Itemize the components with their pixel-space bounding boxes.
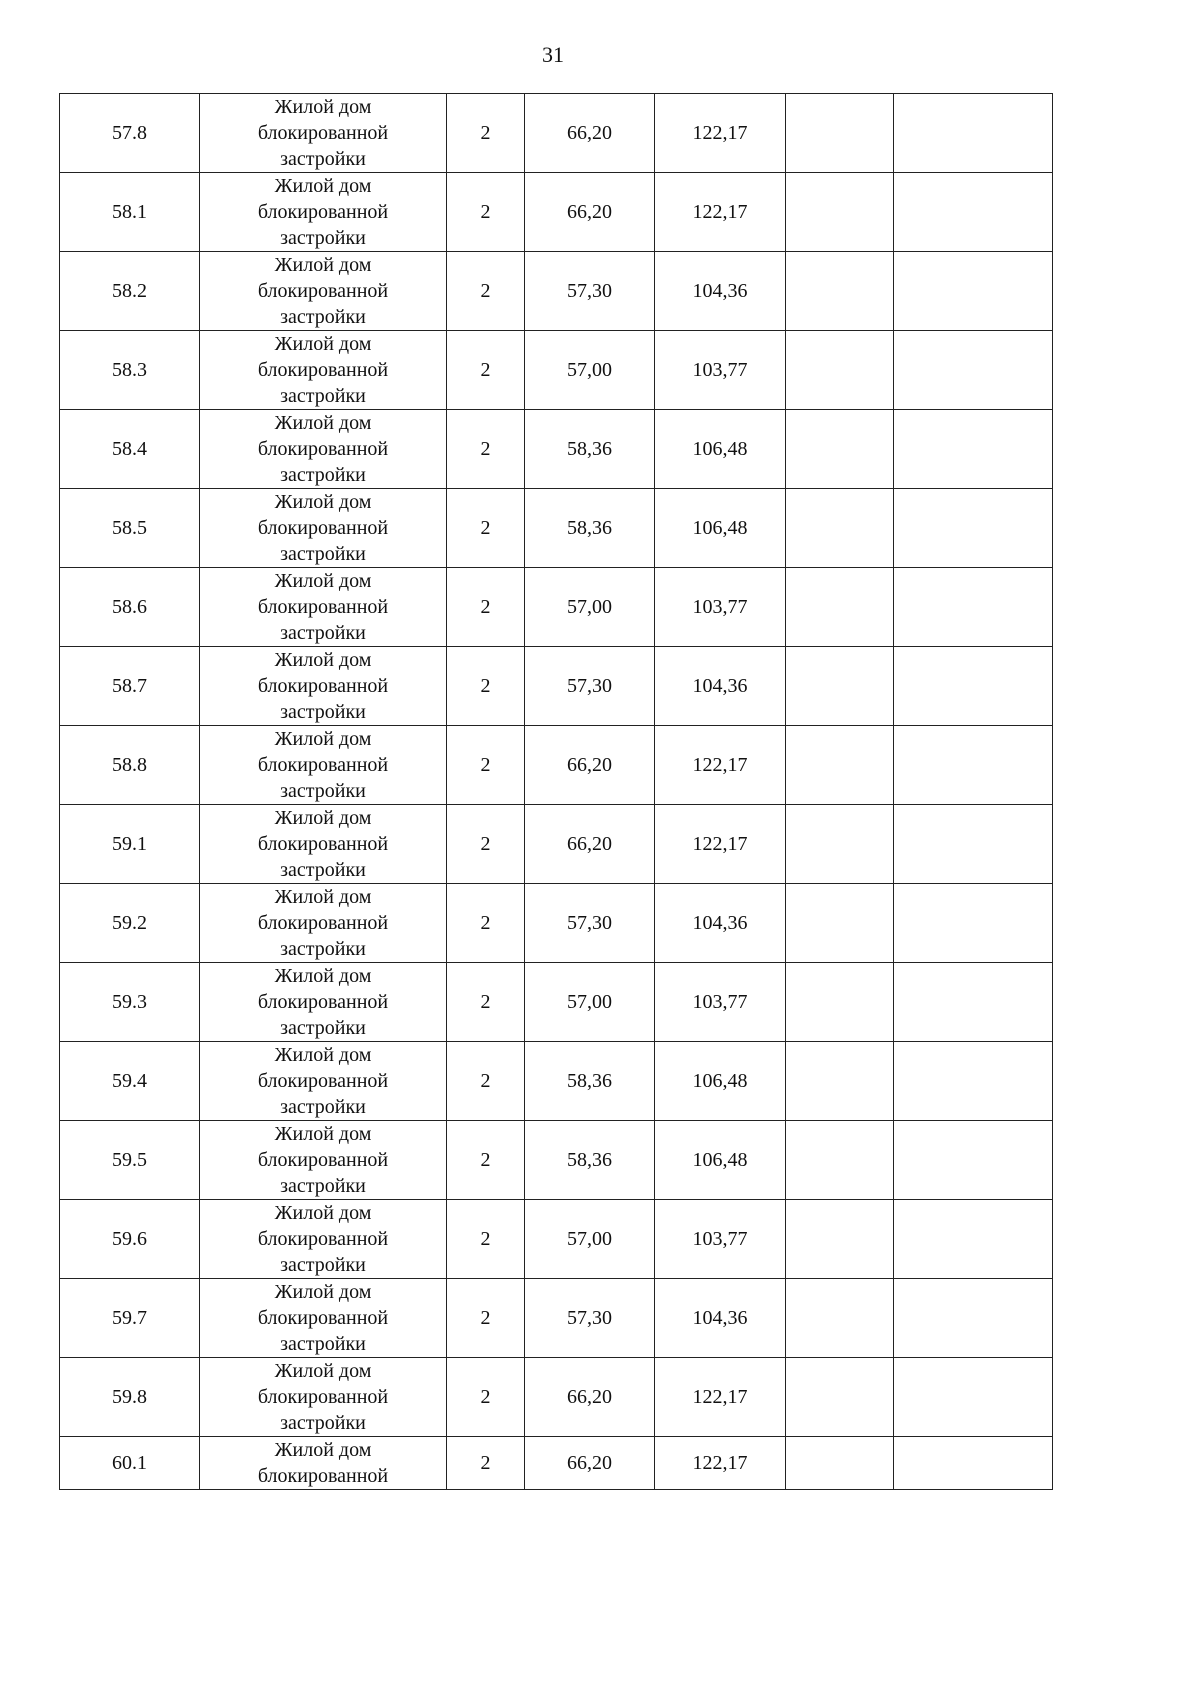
cell-empty-6 bbox=[786, 963, 894, 1042]
cell-empty-7 bbox=[894, 173, 1053, 252]
description-line: Жилой дом bbox=[274, 96, 372, 118]
cell-area-2: 122,17 bbox=[655, 1358, 786, 1437]
cell-area-2: 122,17 bbox=[655, 805, 786, 884]
cell-number: 57.8 bbox=[60, 94, 200, 173]
description-line: блокированной bbox=[257, 1386, 389, 1408]
description-line: застройки bbox=[280, 859, 366, 881]
cell-number: 58.2 bbox=[60, 252, 200, 331]
description-line: блокированной bbox=[257, 517, 389, 539]
cell-number: 58.5 bbox=[60, 489, 200, 568]
table-row bbox=[60, 410, 1053, 489]
table-row bbox=[60, 331, 1053, 410]
cell-empty-7 bbox=[894, 1042, 1053, 1121]
cell-empty-6 bbox=[786, 252, 894, 331]
table-row bbox=[60, 489, 1053, 568]
cell-description bbox=[200, 805, 447, 884]
description-line: блокированной bbox=[257, 438, 389, 460]
cell-floors: 2 bbox=[447, 1279, 525, 1358]
cell-empty-7 bbox=[894, 331, 1053, 410]
description-line: Жилой дом bbox=[274, 886, 372, 908]
description-line: застройки bbox=[280, 306, 366, 328]
table-row bbox=[60, 1279, 1053, 1358]
cell-area-1: 58,36 bbox=[525, 1121, 655, 1200]
cell-empty-6 bbox=[786, 1121, 894, 1200]
cell-empty-6 bbox=[786, 173, 894, 252]
cell-empty-6 bbox=[786, 1358, 894, 1437]
cell-number: 59.2 bbox=[60, 884, 200, 963]
description-line: застройки bbox=[280, 464, 366, 486]
description-line: Жилой дом bbox=[274, 728, 372, 750]
description-line: застройки bbox=[280, 1412, 366, 1434]
description-line: Жилой дом bbox=[274, 1202, 372, 1224]
cell-number: 59.5 bbox=[60, 1121, 200, 1200]
cell-empty-7 bbox=[894, 1121, 1053, 1200]
cell-area-1: 57,00 bbox=[525, 331, 655, 410]
cell-empty-7 bbox=[894, 884, 1053, 963]
description-line: Жилой дом bbox=[274, 1439, 372, 1461]
cell-empty-6 bbox=[786, 331, 894, 410]
cell-area-2: 106,48 bbox=[655, 489, 786, 568]
cell-area-2: 122,17 bbox=[655, 726, 786, 805]
cell-area-1: 66,20 bbox=[525, 726, 655, 805]
cell-area-2: 122,17 bbox=[655, 94, 786, 173]
cell-number: 59.1 bbox=[60, 805, 200, 884]
table-row bbox=[60, 726, 1053, 805]
description-line: блокированной bbox=[257, 833, 389, 855]
description-line: блокированной bbox=[257, 991, 389, 1013]
cell-floors: 2 bbox=[447, 805, 525, 884]
cell-area-2: 106,48 bbox=[655, 1042, 786, 1121]
description-line: Жилой дом bbox=[274, 649, 372, 671]
cell-description bbox=[200, 1200, 447, 1279]
table-row bbox=[60, 1437, 1053, 1490]
cell-description bbox=[200, 884, 447, 963]
description-line: Жилой дом bbox=[274, 333, 372, 355]
description-line: застройки bbox=[280, 227, 366, 249]
description-line: застройки bbox=[280, 938, 366, 960]
cell-empty-7 bbox=[894, 489, 1053, 568]
description-line: застройки bbox=[280, 543, 366, 565]
description-line: блокированной bbox=[257, 122, 389, 144]
cell-number: 59.7 bbox=[60, 1279, 200, 1358]
description-line: блокированной bbox=[257, 1070, 389, 1092]
cell-area-2: 103,77 bbox=[655, 331, 786, 410]
description-line: Жилой дом bbox=[274, 1044, 372, 1066]
description-line: блокированной bbox=[257, 1149, 389, 1171]
cell-number: 58.4 bbox=[60, 410, 200, 489]
table-row bbox=[60, 1358, 1053, 1437]
cell-number: 58.7 bbox=[60, 647, 200, 726]
cell-area-2: 104,36 bbox=[655, 647, 786, 726]
cell-empty-6 bbox=[786, 1437, 894, 1490]
cell-area-2: 106,48 bbox=[655, 410, 786, 489]
cell-description bbox=[200, 94, 447, 173]
cell-floors: 2 bbox=[447, 252, 525, 331]
description-line: застройки bbox=[280, 1096, 366, 1118]
cell-floors: 2 bbox=[447, 1437, 525, 1490]
cell-floors: 2 bbox=[447, 1358, 525, 1437]
cell-empty-6 bbox=[786, 1200, 894, 1279]
cell-area-2: 104,36 bbox=[655, 1279, 786, 1358]
cell-empty-6 bbox=[786, 884, 894, 963]
cell-empty-6 bbox=[786, 410, 894, 489]
table-row bbox=[60, 94, 1053, 173]
table-row bbox=[60, 805, 1053, 884]
description-line: застройки bbox=[280, 385, 366, 407]
cell-floors: 2 bbox=[447, 173, 525, 252]
table-row bbox=[60, 1200, 1053, 1279]
description-line: блокированной bbox=[257, 1228, 389, 1250]
description-line: блокированной bbox=[257, 912, 389, 934]
cell-number: 59.3 bbox=[60, 963, 200, 1042]
cell-floors: 2 bbox=[447, 963, 525, 1042]
description-line: Жилой дом bbox=[274, 491, 372, 513]
description-line: блокированной bbox=[257, 1465, 389, 1487]
cell-floors: 2 bbox=[447, 1042, 525, 1121]
description-line: застройки bbox=[280, 622, 366, 644]
cell-area-2: 103,77 bbox=[655, 568, 786, 647]
cell-area-1: 57,30 bbox=[525, 1279, 655, 1358]
description-line: Жилой дом bbox=[274, 570, 372, 592]
table-row bbox=[60, 963, 1053, 1042]
table-body bbox=[60, 94, 1053, 1490]
page-number: 31 bbox=[542, 42, 564, 67]
cell-number: 59.4 bbox=[60, 1042, 200, 1121]
cell-empty-7 bbox=[894, 410, 1053, 489]
description-line: Жилой дом bbox=[274, 1281, 372, 1303]
cell-area-2: 122,17 bbox=[655, 173, 786, 252]
cell-area-1: 58,36 bbox=[525, 1042, 655, 1121]
cell-floors: 2 bbox=[447, 647, 525, 726]
cell-empty-6 bbox=[786, 726, 894, 805]
cell-description bbox=[200, 252, 447, 331]
cell-floors: 2 bbox=[447, 568, 525, 647]
description-line: застройки bbox=[280, 148, 366, 170]
cell-floors: 2 bbox=[447, 726, 525, 805]
cell-number: 58.3 bbox=[60, 331, 200, 410]
cell-description bbox=[200, 568, 447, 647]
table-row bbox=[60, 568, 1053, 647]
description-line: Жилой дом bbox=[274, 175, 372, 197]
cell-area-2: 106,48 bbox=[655, 1121, 786, 1200]
cell-area-1: 66,20 bbox=[525, 1358, 655, 1437]
cell-number: 59.8 bbox=[60, 1358, 200, 1437]
table-row bbox=[60, 884, 1053, 963]
cell-description bbox=[200, 173, 447, 252]
cell-floors: 2 bbox=[447, 331, 525, 410]
cell-description bbox=[200, 1358, 447, 1437]
table-row bbox=[60, 173, 1053, 252]
cell-area-1: 57,00 bbox=[525, 568, 655, 647]
cell-area-1: 66,20 bbox=[525, 173, 655, 252]
cell-floors: 2 bbox=[447, 410, 525, 489]
description-line: Жилой дом bbox=[274, 1360, 372, 1382]
cell-empty-6 bbox=[786, 568, 894, 647]
description-line: Жилой дом bbox=[274, 254, 372, 276]
description-line: Жилой дом bbox=[274, 412, 372, 434]
cell-area-2: 122,17 bbox=[655, 1437, 786, 1490]
cell-floors: 2 bbox=[447, 1121, 525, 1200]
cell-empty-7 bbox=[894, 568, 1053, 647]
description-line: блокированной bbox=[257, 201, 389, 223]
cell-description bbox=[200, 1121, 447, 1200]
cell-number: 60.1 bbox=[60, 1437, 200, 1490]
cell-number: 58.1 bbox=[60, 173, 200, 252]
cell-empty-6 bbox=[786, 647, 894, 726]
cell-empty-7 bbox=[894, 1200, 1053, 1279]
cell-empty-7 bbox=[894, 726, 1053, 805]
cell-floors: 2 bbox=[447, 94, 525, 173]
cell-area-1: 66,20 bbox=[525, 805, 655, 884]
description-line: Жилой дом bbox=[274, 965, 372, 987]
cell-area-1: 66,20 bbox=[525, 1437, 655, 1490]
cell-description bbox=[200, 647, 447, 726]
cell-empty-6 bbox=[786, 489, 894, 568]
cell-empty-7 bbox=[894, 963, 1053, 1042]
cell-floors: 2 bbox=[447, 489, 525, 568]
description-line: блокированной bbox=[257, 280, 389, 302]
cell-description bbox=[200, 1279, 447, 1358]
description-line: блокированной bbox=[257, 1307, 389, 1329]
cell-description bbox=[200, 489, 447, 568]
cell-description bbox=[200, 331, 447, 410]
cell-area-2: 104,36 bbox=[655, 252, 786, 331]
description-line: Жилой дом bbox=[274, 1123, 372, 1145]
cell-empty-7 bbox=[894, 1358, 1053, 1437]
cell-area-2: 103,77 bbox=[655, 963, 786, 1042]
cell-description bbox=[200, 410, 447, 489]
cell-empty-6 bbox=[786, 94, 894, 173]
description-line: блокированной bbox=[257, 754, 389, 776]
table-row bbox=[60, 647, 1053, 726]
cell-area-1: 57,30 bbox=[525, 252, 655, 331]
cell-area-2: 103,77 bbox=[655, 1200, 786, 1279]
cell-area-1: 57,00 bbox=[525, 1200, 655, 1279]
description-line: блокированной bbox=[257, 596, 389, 618]
description-line: блокированной bbox=[257, 675, 389, 697]
cell-empty-6 bbox=[786, 1279, 894, 1358]
description-line: застройки bbox=[280, 1333, 366, 1355]
cell-area-1: 57,30 bbox=[525, 884, 655, 963]
table-row bbox=[60, 1121, 1053, 1200]
cell-number: 59.6 bbox=[60, 1200, 200, 1279]
cell-empty-7 bbox=[894, 805, 1053, 884]
cell-description bbox=[200, 726, 447, 805]
cell-description bbox=[200, 963, 447, 1042]
description-line: застройки bbox=[280, 701, 366, 723]
cell-number: 58.6 bbox=[60, 568, 200, 647]
housing-table bbox=[59, 93, 1053, 1490]
description-line: застройки bbox=[280, 1254, 366, 1276]
table-row bbox=[60, 252, 1053, 331]
cell-floors: 2 bbox=[447, 1200, 525, 1279]
cell-empty-6 bbox=[786, 1042, 894, 1121]
cell-area-1: 66,20 bbox=[525, 94, 655, 173]
description-line: Жилой дом bbox=[274, 807, 372, 829]
cell-empty-7 bbox=[894, 252, 1053, 331]
cell-area-1: 58,36 bbox=[525, 489, 655, 568]
cell-empty-7 bbox=[894, 94, 1053, 173]
description-line: блокированной bbox=[257, 359, 389, 381]
cell-area-1: 58,36 bbox=[525, 410, 655, 489]
description-line: застройки bbox=[280, 1017, 366, 1039]
cell-number: 58.8 bbox=[60, 726, 200, 805]
cell-area-1: 57,00 bbox=[525, 963, 655, 1042]
description-line: застройки bbox=[280, 780, 366, 802]
cell-description bbox=[200, 1042, 447, 1121]
cell-empty-7 bbox=[894, 647, 1053, 726]
table-row bbox=[60, 1042, 1053, 1121]
cell-area-2: 104,36 bbox=[655, 884, 786, 963]
cell-empty-7 bbox=[894, 1437, 1053, 1490]
cell-description bbox=[200, 1437, 447, 1490]
cell-floors: 2 bbox=[447, 884, 525, 963]
cell-area-1: 57,30 bbox=[525, 647, 655, 726]
cell-empty-6 bbox=[786, 805, 894, 884]
description-line: застройки bbox=[280, 1175, 366, 1197]
cell-empty-7 bbox=[894, 1279, 1053, 1358]
